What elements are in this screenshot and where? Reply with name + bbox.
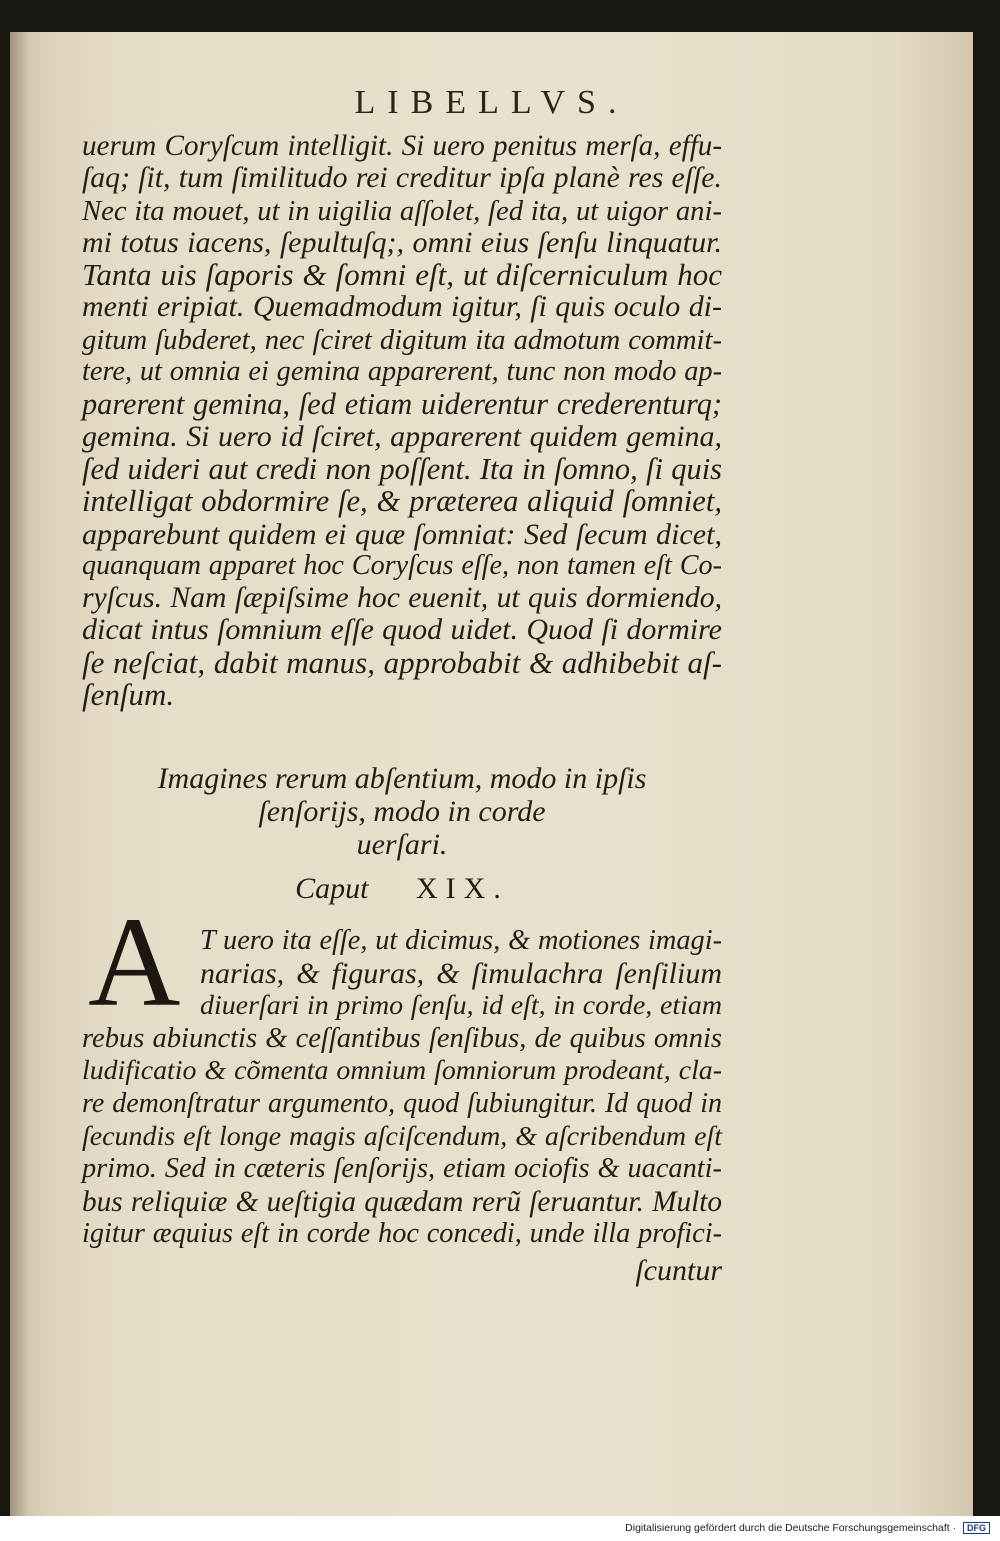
- text-line: bus reliquiæ & ueſtigia quædam rerũ ſeruantur. Multo: [82, 1185, 722, 1218]
- text-line: dicat intus ſomnium eſſe quod uidet. Quod ſi dormire: [82, 613, 722, 647]
- text-line: tere, ut omnia ei gemina apparerent, tunc non modo ap-: [82, 356, 722, 388]
- catchword: ſcuntur: [635, 1254, 722, 1287]
- footer-text: Digitalisierung gefördert durch die Deutsche Forschungsgemeinschaft ·: [625, 1522, 957, 1534]
- heading-line: Imagines rerum abſentium, modo in ipſis: [157, 762, 647, 795]
- chapter-word: Caput: [295, 872, 369, 905]
- text-line: apparebunt quidem ei quæ ſomniat: Sed ſecum dicet,: [82, 516, 722, 551]
- text-line: ſed uideri aut credi non poſſent. Ita in ſomno, ſi quis: [82, 451, 722, 486]
- drop-cap: A: [88, 891, 181, 1033]
- text-line: rebus abiunctis & ceſſantibus ſenſibus, de quibus omnis: [82, 1022, 722, 1054]
- text-line: mi totus iacens, ſepultuſq;, omni eius ſenſu linquatur.: [82, 225, 722, 259]
- text-line: narias, & figuras, & ſimulachra ſenſilium: [200, 956, 722, 990]
- gutter-shadow: [10, 32, 28, 1516]
- text-line: ryſcus. Nam ſæpiſsime hoc euenit, ut quis dormiendo,: [82, 582, 722, 615]
- text-line: ſaq; ſit, tum ſimilitudo rei creditur ipſa planè res eſſe.: [82, 161, 722, 195]
- chapter-number: XIX.: [416, 872, 509, 905]
- text-line: re demonſtratur argumento, quod ſubiungitur. Id quod in: [82, 1087, 722, 1119]
- text-line: intelligat obdormire ſe, & præterea aliquid ſomniet,: [82, 484, 722, 519]
- running-head: LIBELLVS.: [354, 84, 629, 121]
- text-line: menti eripiat. Quemadmodum igitur, ſi quis oculo di-: [82, 290, 722, 324]
- text-line: gemina. Si uero id ſciret, apparerent quidem gemina,: [82, 419, 722, 453]
- dfg-logo[interactable]: DFG: [963, 1522, 990, 1534]
- heading-line: ſenſorijs, modo in corde: [258, 795, 546, 828]
- text-line: primo. Sed in cæteris ſenſorijs, etiam ociofis & uacanti-: [82, 1153, 722, 1185]
- text-line: ſecundis eſt longe magis aſciſcendum, & aſcribendum eſt: [82, 1120, 722, 1152]
- section-heading: [82, 762, 722, 861]
- text-line: uerum Coryſcum intelligit. Si uero penitus merſa, effu-: [82, 130, 722, 162]
- heading-line: uerſari.: [356, 828, 448, 861]
- text-line: Tanta uis ſaporis & ſomni eſt, ut diſcerniculum hoc: [82, 257, 722, 293]
- text-line: T uero ita eſſe, ut dicimus, & motiones imagi-: [200, 925, 722, 956]
- text-line: parerent gemina, ſed etiam uiderentur crederenturq;: [82, 387, 722, 422]
- text-line: diuerſari in primo ſenſu, id eſt, in corde, etiam: [200, 990, 722, 1022]
- paragraph-2: [82, 925, 722, 1251]
- text-line: quanquam apparet hoc Coryſcus eſſe, non tamen eſt Co-: [82, 549, 722, 581]
- footer-credit: [0, 1522, 990, 1534]
- text-line: ſe neſciat, dabit manus, approbabit & adhibebit aſ-: [82, 644, 722, 680]
- text-line: ſenſum.: [82, 677, 175, 713]
- paragraph-1: [82, 130, 722, 711]
- text-line: Nec ita mouet, ut in uigilia aſſolet, ſed ita, ut uigor ani-: [82, 194, 722, 227]
- text-line: ludificatio & cõmenta omnium ſomniorum prodeant, cla-: [82, 1055, 722, 1087]
- book-page: [10, 32, 973, 1516]
- text-line: igitur æquius eſt in corde hoc concedi, unde illa profici-: [82, 1218, 722, 1250]
- text-line: gitum ſubderet, nec ſciret digitum ita admotum commit-: [82, 323, 722, 356]
